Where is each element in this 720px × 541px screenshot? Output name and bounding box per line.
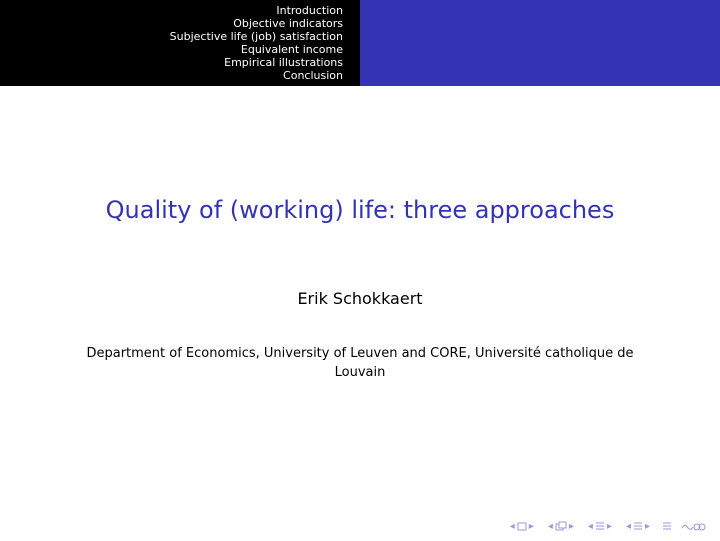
appendix-nav-group	[660, 521, 674, 532]
presentation-icon[interactable]	[633, 521, 643, 531]
nav-item-empirical-illustrations[interactable]: Empirical illustrations	[224, 56, 343, 69]
prev-subsection-icon[interactable]: ◂	[547, 521, 553, 532]
section-navigation	[0, 0, 360, 86]
nav-item-equivalent-income[interactable]: Equivalent income	[240, 43, 343, 56]
headline-bar	[0, 0, 720, 86]
section-nav-group	[584, 521, 616, 532]
prev-section-icon[interactable]: ◂	[587, 521, 593, 532]
slide-institute: Department of Economics, University of Leuven and CORE, Université catholique de Louvain	[86, 346, 634, 380]
next-frame-icon[interactable]: ▸	[528, 521, 534, 532]
next-subsection-icon[interactable]: ▸	[568, 521, 574, 532]
nav-item-subjective-satisfaction[interactable]: Subjective life (job) satisfaction	[169, 30, 343, 43]
presentation-nav-group	[622, 521, 654, 532]
frame-nav-group	[506, 521, 538, 532]
subsection-icon[interactable]	[555, 521, 567, 531]
slide-author: Erik Schokkaert	[297, 289, 423, 308]
frame-icon[interactable]	[517, 522, 527, 531]
section-icon[interactable]	[595, 521, 605, 531]
nav-item-conclusion[interactable]: Conclusion	[283, 69, 343, 82]
next-section-icon[interactable]: ▸	[606, 521, 612, 532]
beamer-navigation-controls	[506, 521, 706, 532]
nav-item-objective-indicators[interactable]: Objective indicators	[233, 17, 343, 30]
search-icon[interactable]	[680, 522, 706, 532]
prev-presentation-icon[interactable]: ◂	[625, 521, 631, 532]
next-presentation-icon[interactable]: ▸	[644, 521, 650, 532]
prev-frame-icon[interactable]: ◂	[509, 521, 515, 532]
nav-item-introduction[interactable]: Introduction	[276, 4, 343, 17]
appendix-icon[interactable]	[662, 521, 672, 531]
headline-blue-panel	[360, 0, 720, 86]
slide-title: Quality of (working) life: three approaches	[105, 196, 615, 224]
subsection-nav-group	[544, 521, 578, 532]
